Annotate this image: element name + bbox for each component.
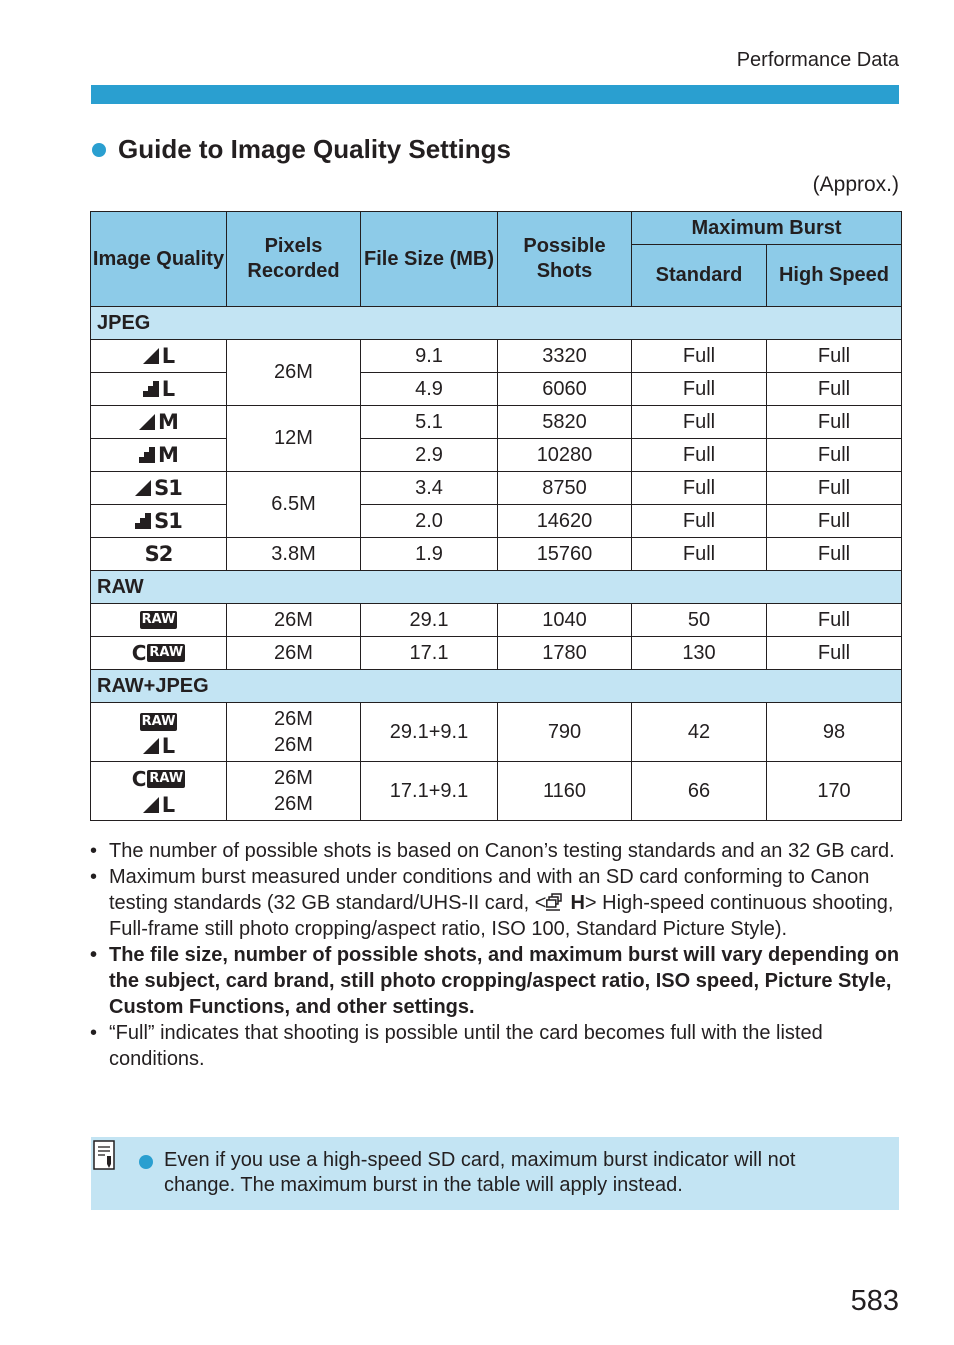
quality-cell: M [91,406,227,439]
shots-cell: 790 [498,703,632,762]
quality-cell: S2 [91,538,227,571]
file-size-cell: 9.1 [361,340,498,373]
header-possible-shots: Possible Shots [498,212,632,307]
pixels-cell: 3.8M [227,538,361,571]
raw-icon: RAW [141,612,176,627]
raw-icon: RAW [141,714,176,729]
file-size-cell: 1.9 [361,538,498,571]
table-row [91,439,902,472]
shots-cell: 1040 [498,604,632,637]
standard-cell: Full [632,472,767,505]
normal-icon [143,381,159,397]
file-size-cell: 2.9 [361,439,498,472]
image-quality-table [90,211,902,821]
file-size-cell: 2.0 [361,505,498,538]
file-size-cell: 17.1 [361,637,498,670]
bullet-dot-icon [139,1155,153,1169]
section-raw-jpeg: RAW+JPEG [91,670,902,703]
quality-cell: M [91,439,227,472]
page-number: 583 [850,1285,899,1317]
section-raw: RAW [91,571,902,604]
standard-cell: 66 [632,762,767,821]
pixels-cell: 26M 26M [227,703,361,762]
table-row [91,703,902,762]
shots-cell: 15760 [498,538,632,571]
running-header: Performance Data [736,49,899,71]
fine-icon [143,738,159,754]
shots-cell: 3320 [498,340,632,373]
header-bar [91,85,899,104]
memo-text: Even if you use a high-speed SD card, maximum burst indicator will not change. The maximum burst in the table will apply instead. [164,1149,796,1196]
pixels-cell: 12M [227,406,361,472]
fine-icon [139,414,155,430]
table-row [91,637,902,670]
shots-cell: 10280 [498,439,632,472]
standard-cell: Full [632,439,767,472]
file-size-cell: 17.1+9.1 [361,762,498,821]
header-maximum-burst: Maximum Burst [632,212,902,245]
header-image-quality: Image Quality [91,212,227,307]
high-speed-cell: Full [767,406,902,439]
quality-cell: L [91,373,227,406]
table-row [91,472,902,505]
shots-cell: 5820 [498,406,632,439]
continuous-shooting-icon [546,893,570,911]
shots-cell: 14620 [498,505,632,538]
normal-icon [135,513,151,529]
table-row [91,604,902,637]
high-speed-cell: Full [767,373,902,406]
table-row [91,762,902,821]
craw-icon: C RAW [131,766,184,791]
note-item: • Maximum burst measured under conditions and with an SD card conforming to Canon testing standards (32 GB standard/UHS-II card, < H> High-speed continuous shooting, Full-frame still photo cropping/aspect ratio, ISO 100, Standard Picture Style). [90,864,902,942]
file-size-cell: 3.4 [361,472,498,505]
memo-icon [93,1140,115,1170]
high-speed-cell: Full [767,637,902,670]
fine-icon [143,797,159,813]
pixels-cell: 6.5M [227,472,361,538]
craw-icon: C RAW [131,641,184,665]
standard-cell: Full [632,373,767,406]
high-speed-cell: 170 [767,762,902,821]
note-item: • The number of possible shots is based on Canon’s testing standards and an 32 GB card. [90,838,902,864]
pixels-cell: 26M [227,637,361,670]
standard-cell: Full [632,340,767,373]
quality-cell: C RAW L [91,762,227,821]
section-title-text: Guide to Image Quality Settings [118,134,511,164]
note-item: • “Full” indicates that shooting is possible until the card becomes full with the listed conditions. [90,1020,902,1072]
quality-cell [91,604,227,637]
high-speed-cell: Full [767,604,902,637]
high-speed-cell: Full [767,472,902,505]
standard-cell: Full [632,505,767,538]
notes-list [90,838,902,1072]
standard-cell: 130 [632,637,767,670]
quality-cell [91,637,227,670]
standard-cell: 42 [632,703,767,762]
high-speed-cell: Full [767,439,902,472]
file-size-cell: 5.1 [361,406,498,439]
section-title [92,134,511,165]
standard-cell: Full [632,406,767,439]
normal-icon [139,447,155,463]
quality-cell: L [91,340,227,373]
header-standard: Standard [632,245,767,307]
file-size-cell: 29.1 [361,604,498,637]
section-jpeg: JPEG [91,307,902,340]
quality-cell: RAW L [91,703,227,762]
file-size-cell: 4.9 [361,373,498,406]
table-row [91,340,902,373]
high-speed-cell: Full [767,538,902,571]
high-speed-cell: Full [767,340,902,373]
header-file-size: File Size (MB) [361,212,498,307]
memo-box [91,1137,899,1210]
header-high-speed: High Speed [767,245,902,307]
shots-cell: 8750 [498,472,632,505]
high-speed-cell: Full [767,505,902,538]
table-row [91,373,902,406]
table-row [91,406,902,439]
standard-cell: 50 [632,604,767,637]
table-row [91,505,902,538]
shots-cell: 1780 [498,637,632,670]
pixels-cell: 26M [227,340,361,406]
standard-cell: Full [632,538,767,571]
note-item: • The file size, number of possible shots, and maximum burst will vary depending on the subject, card brand, still photo cropping/aspect ratio, ISO speed, Picture Style, Custom Functions, and other settings. [90,942,902,1020]
bullet-dot-icon [92,143,106,157]
fine-icon [135,480,151,496]
quality-cell: S1 [91,472,227,505]
table-row [91,538,902,571]
fine-icon [143,348,159,364]
pixels-cell: 26M [227,604,361,637]
high-speed-cell: 98 [767,703,902,762]
header-pixels-recorded: Pixels Recorded [227,212,361,307]
file-size-cell: 29.1+9.1 [361,703,498,762]
quality-cell: S1 [91,505,227,538]
pixels-cell: 26M 26M [227,762,361,821]
approx-note: (Approx.) [812,173,899,196]
shots-cell: 6060 [498,373,632,406]
shots-cell: 1160 [498,762,632,821]
